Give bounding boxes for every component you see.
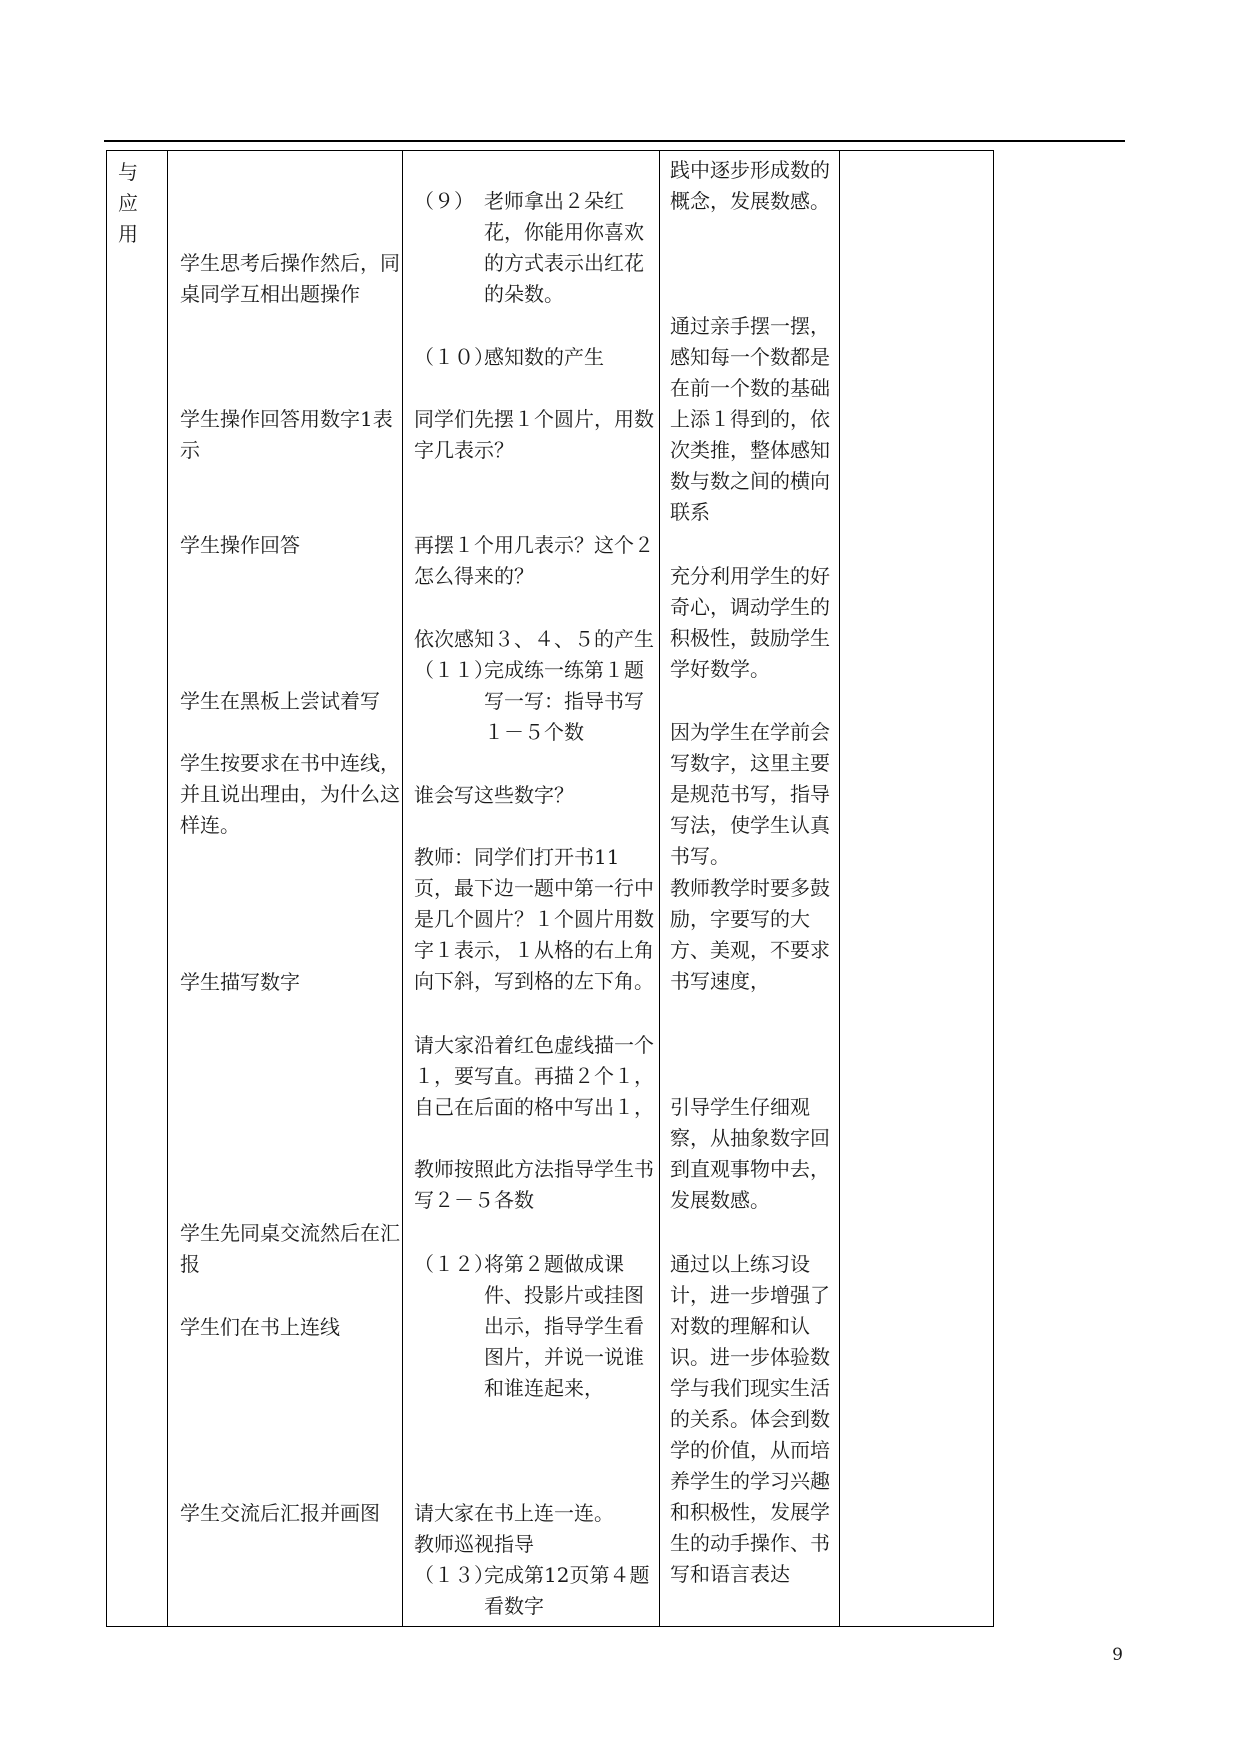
student-activity: 学生在黑板上尝试着写 [180,689,380,713]
column-divider [167,150,168,1627]
student-activity: 学生思考后操作然后，同桌同学互相出题操作 [180,251,400,306]
teacher-activity: 依次感知３、４、５的产生 [414,627,654,651]
item-number: （１０） [414,345,494,369]
design-intent: 通过亲手摆一摆，感知每一个数都是在前一个数的基础上添１得到的，依次类推，整体感知数与数之间的横向联系 [670,314,830,524]
teacher-activity: 教师巡视指导 [414,1532,534,1556]
teacher-activity: 感知数的产生 [484,345,604,369]
item-number: （１２） [414,1252,494,1276]
design-intent: 教师教学时要多鼓励，字要写的大方、美观，不要求书写速度， [670,876,830,993]
teacher-activity: 教师按照此方法指导学生书写２－５各数 [414,1157,654,1212]
design-intent: 引导学生仔细观察，从抽象数字回到直观事物中去，发展数感。 [670,1095,830,1212]
teacher-activity: 将第２题做成课件、投影片或挂图出示，指导学生看图片，并说一说谁和谁连起来， [484,1252,644,1400]
student-activity: 学生按要求在书中连线，并且说出理由，为什么这样连。 [180,751,400,837]
teacher-activity: 同学们先摆１个圆片，用数字几表示？ [414,407,654,462]
teacher-activity: 请大家在书上连一连。 [414,1501,614,1525]
teacher-activity: 完成练一练第１题写一写：指导书写１－５个数 [484,658,644,744]
student-activity: 学生操作回答 [180,533,300,557]
item-number: （１１） [414,658,494,682]
item-number: （１３） [414,1563,494,1587]
student-activity: 学生描写数字 [180,970,300,994]
teacher-activity: 请大家沿着红色虚线描一个１，要写直。再描２个１，自己在后面的格中写出１， [414,1033,654,1119]
design-intent: 践中逐步形成数的概念，发展数感。 [670,158,830,213]
column-divider [839,150,840,1627]
stage-label: 与 应 用 [118,160,138,246]
student-activity: 学生操作回答用数字1表示 [180,407,393,462]
student-activity: 学生们在书上连线 [180,1315,340,1339]
item-number: （９） [414,189,474,213]
design-intent: 因为学生在学前会写数字，这里主要是规范书写，指导写法，使学生认真书写。 [670,720,830,868]
teacher-activity: 老师拿出２朵红花，你能用你喜欢的方式表示出红花的朵数。 [484,189,644,306]
teacher-activity: 再摆１个用几表示？这个２怎么得来的？ [414,533,654,588]
design-intent: 充分利用学生的好奇心，调动学生的积极性，鼓励学生学好数学。 [670,564,830,681]
design-intent: 通过以上练习设计，进一步增强了对数的理解和认识。进一步体验数学与我们现实生活的关系。体会到数学的价值，从而培养学生的学习兴趣和积极性，发展学生的动手操作、书写和语言表达 [670,1252,830,1586]
teacher-activity: 教师：同学们打开书11页，最下边一题中第一行中是几个圆片？１个圆片用数字１表示，１从格的右上角向下斜，写到格的左下角。 [414,845,654,993]
header-rule [104,140,1125,142]
teacher-activity: 完成第12页第４题看数字 [484,1563,650,1618]
column-divider [659,150,660,1627]
student-activity: 学生交流后汇报并画图 [180,1501,380,1525]
teacher-activity: 谁会写这些数字？ [414,783,574,807]
column-divider [402,150,403,1627]
student-activity: 学生先同桌交流然后在汇报 [180,1221,400,1276]
page-number: 9 [1112,1645,1123,1665]
